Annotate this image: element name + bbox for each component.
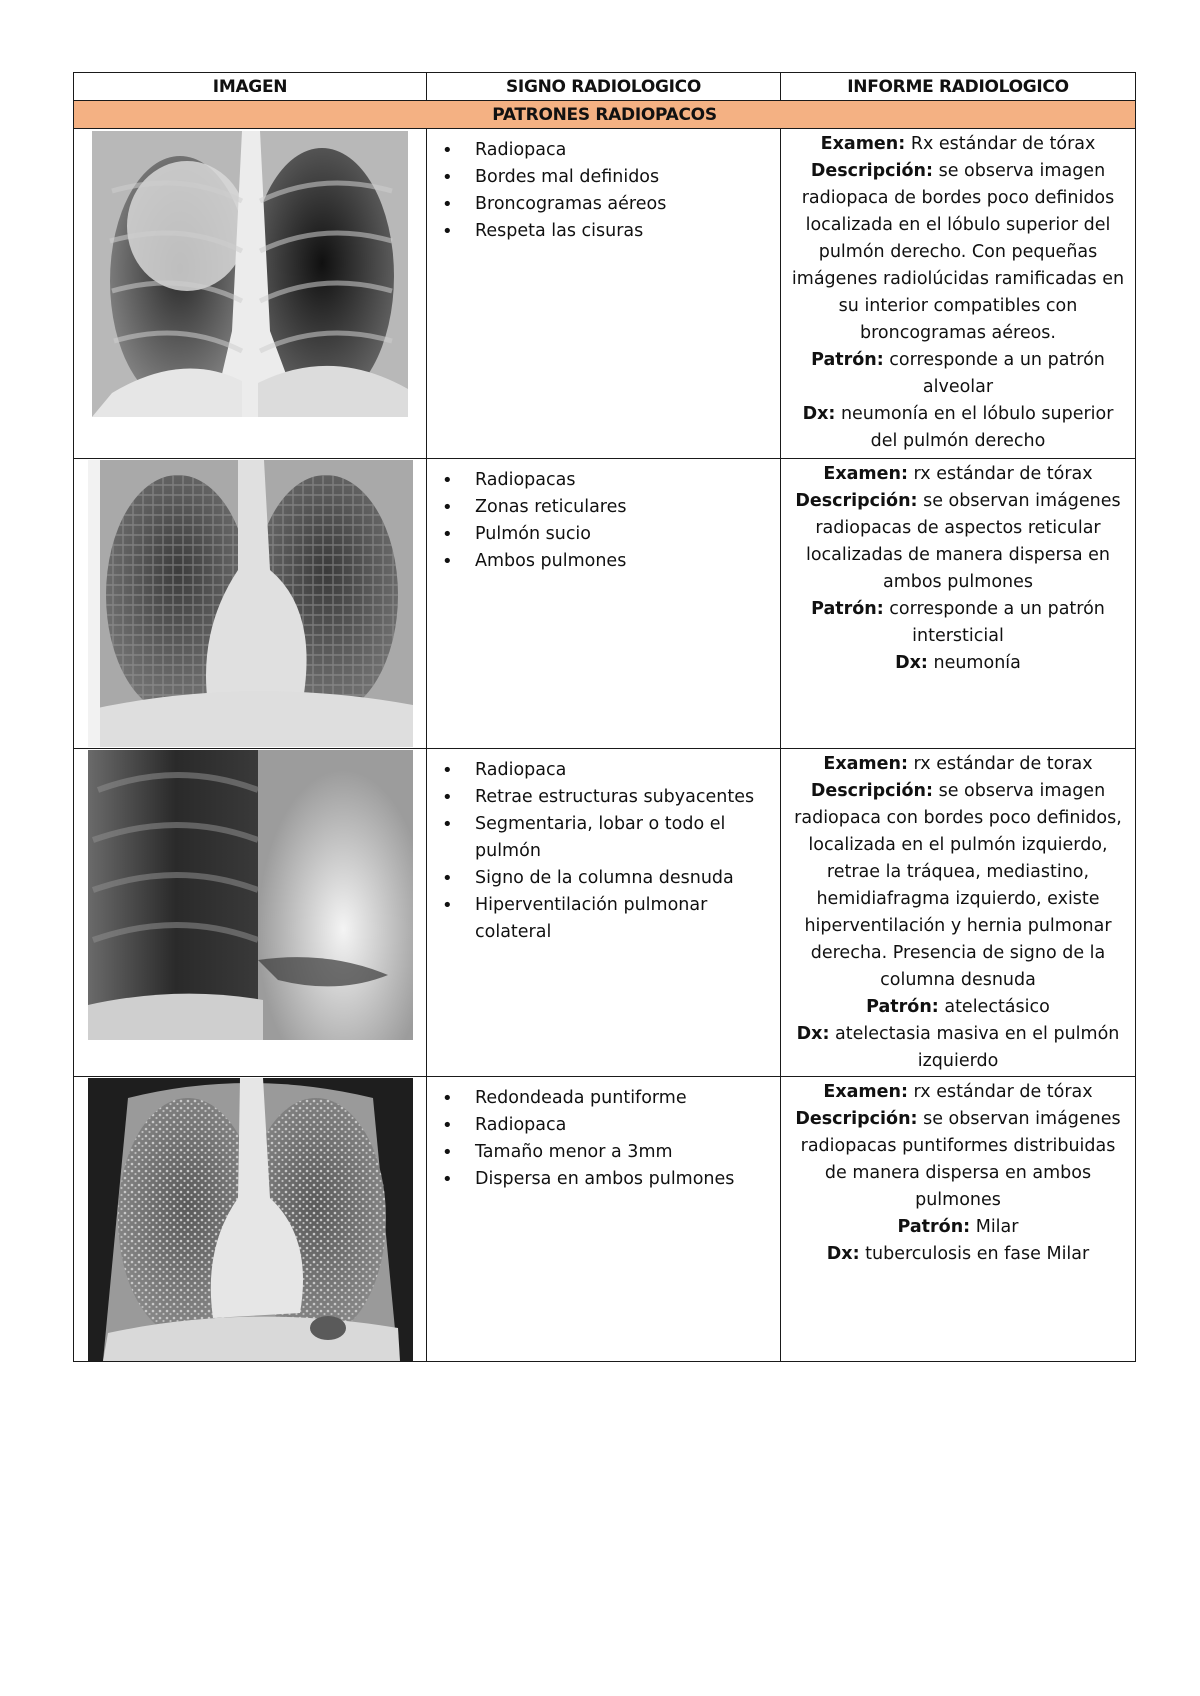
report-text (781, 1077, 1135, 1268)
signs-cell (427, 459, 781, 749)
examen-value: Rx estándar de tórax (905, 134, 1096, 154)
descripcion-value: se observan imágenes radiopacas de aspectos reticular localizadas de manera dispersa en ambos pulmones (805, 491, 1121, 592)
list-item: • Zonas reticulares (475, 494, 772, 521)
descripcion-label: Descripción: (810, 781, 934, 801)
list-item: • Signo de la columna desnuda (475, 865, 772, 892)
dx-label: Dx: (895, 653, 928, 673)
report-text (781, 129, 1135, 455)
signs-list (427, 749, 780, 946)
table-row (74, 459, 1136, 749)
list-item: • Dispersa en ambos pulmones (475, 1166, 772, 1193)
descripcion-label: Descripción: (795, 491, 918, 511)
table-row (74, 749, 1136, 1077)
chest-xray-image (88, 460, 413, 747)
descripcion-value: se observa imagen radiopaca con bordes poco definidos, localizada en el pulmón izquierdo, retrae la tráquea, mediastino, hemidiafragma izquierdo, existe hiperventilación y hernia pulmonar derecha. Presencia de signo de la columna desnuda (794, 781, 1122, 990)
dx-value: neumonía en el lóbulo superior del pulmón derecho (835, 404, 1114, 451)
list-item: • Respeta las cisuras (475, 218, 772, 245)
signs-list (427, 1077, 780, 1193)
list-item: • Radiopaca (475, 137, 772, 164)
report-text (781, 749, 1135, 1075)
chest-xray-image (88, 750, 413, 1040)
examen-label: Examen: (820, 134, 906, 154)
examen-label: Examen: (823, 1082, 908, 1102)
examen-value: rx estándar de tórax (907, 464, 1093, 484)
image-cell (74, 749, 427, 1077)
dx-value: neumonía (927, 653, 1021, 673)
signs-cell (427, 749, 781, 1077)
patron-label: Patrón: (866, 997, 939, 1017)
header-informe: INFORME RADIOLOGICO (781, 73, 1136, 101)
patron-value: Milar (970, 1217, 1019, 1237)
report-text (781, 459, 1135, 677)
patron-value: corresponde a un patrón alveolar (883, 350, 1105, 397)
patron-label: Patrón: (811, 599, 884, 619)
signs-cell (427, 129, 781, 459)
signs-cell (427, 1077, 781, 1362)
image-cell (74, 1077, 427, 1362)
chest-xray-image (92, 131, 408, 417)
list-item: • Redondeada puntiforme (475, 1085, 772, 1112)
dx-label: Dx: (796, 1024, 830, 1044)
image-cell (74, 459, 427, 749)
signs-list (427, 129, 780, 245)
table-row (74, 129, 1136, 459)
section-row (74, 101, 1136, 129)
list-item: • Radiopaca (475, 757, 772, 784)
dx-label: Dx: (826, 1244, 860, 1264)
examen-value: rx estándar de torax (907, 754, 1093, 774)
list-item: • Ambos pulmones (475, 548, 772, 575)
document-page (73, 72, 1135, 1362)
descripcion-label: Descripción: (810, 161, 934, 181)
list-item: • Tamaño menor a 3mm (475, 1139, 772, 1166)
list-item: • Bordes mal definidos (475, 164, 772, 191)
list-item: • Hiperventilación pulmonar colateral (475, 892, 772, 946)
radiology-table (73, 72, 1136, 1362)
patron-label: Patrón: (897, 1217, 971, 1237)
section-title: PATRONES RADIOPACOS (74, 101, 1136, 129)
descripcion-value: se observan imágenes radiopacas puntiformes distribuidas de manera dispersa en ambos pulmones (800, 1109, 1121, 1210)
signs-list (427, 459, 780, 575)
chest-xray-image (88, 1078, 413, 1361)
header-imagen: IMAGEN (74, 73, 427, 101)
report-cell (781, 459, 1136, 749)
list-item: • Retrae estructuras subyacentes (475, 784, 772, 811)
list-item: • Pulmón sucio (475, 521, 772, 548)
examen-value: rx estándar de tórax (907, 1082, 1093, 1102)
dx-value: atelectasia masiva en el pulmón izquierdo (829, 1024, 1120, 1071)
patron-label: Patrón: (811, 350, 884, 370)
examen-label: Examen: (823, 754, 908, 774)
descripcion-value: se observa imagen radiopaca de bordes poco definidos localizada en el lóbulo superior del pulmón derecho. Con pequeñas imágenes radiolúcidas ramificadas en su interior compatibles con broncogramas aéreos. (791, 161, 1125, 343)
report-cell (781, 1077, 1136, 1362)
report-cell (781, 749, 1136, 1077)
dx-label: Dx: (802, 404, 836, 424)
list-item: • Broncogramas aéreos (475, 191, 772, 218)
patron-value: atelectásico (938, 997, 1050, 1017)
report-cell (781, 129, 1136, 459)
list-item: • Radiopacas (475, 467, 772, 494)
dx-value: tuberculosis en fase Milar (859, 1244, 1090, 1264)
table-row (74, 1077, 1136, 1362)
list-item: • Segmentaria, lobar o todo el pulmón (475, 811, 772, 865)
header-row (74, 73, 1136, 101)
list-item: • Radiopaca (475, 1112, 772, 1139)
image-cell (74, 129, 427, 459)
header-signo: SIGNO RADIOLOGICO (427, 73, 781, 101)
patron-value: corresponde a un patrón intersticial (883, 599, 1105, 646)
descripcion-label: Descripción: (795, 1109, 918, 1129)
examen-label: Examen: (823, 464, 908, 484)
